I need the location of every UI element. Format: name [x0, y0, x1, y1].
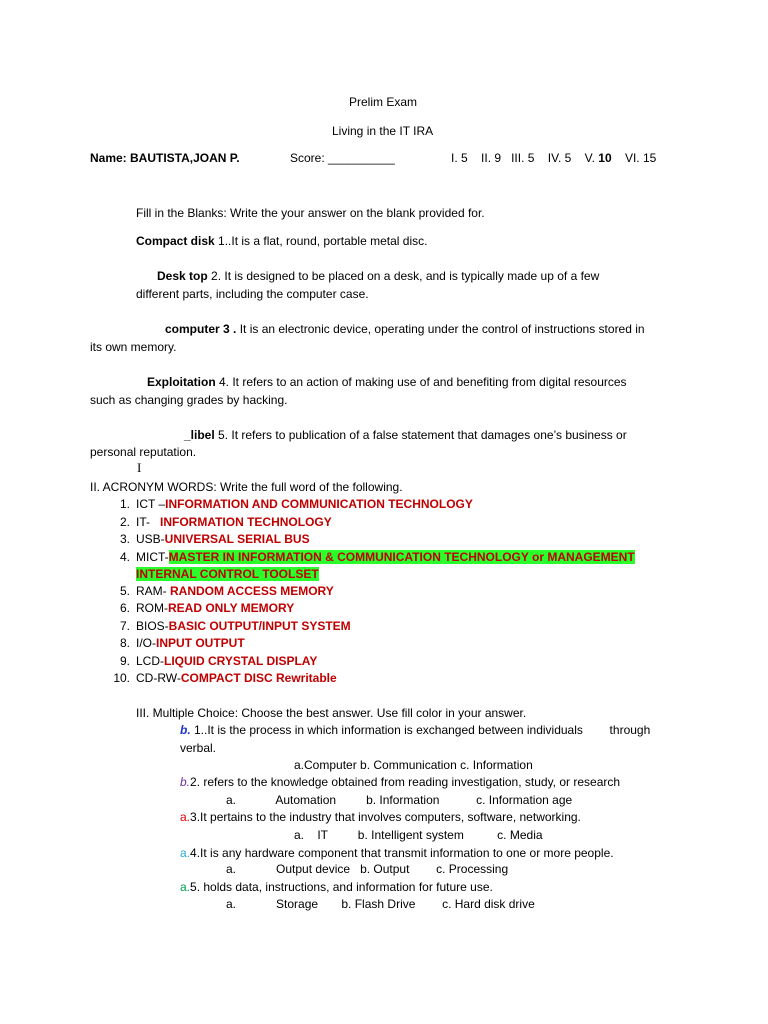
multiple-choice-heading: III. Multiple Choice: Choose the best answer. Use fill color in your answer. — [136, 706, 527, 720]
fill-blank-question: 2. It is designed to be placed on a desk, and is typically made up of a few — [207, 269, 600, 283]
acronym-answer-cont — [136, 566, 319, 582]
mc-answer: a. — [180, 810, 191, 824]
fill-blank-question: 1..It is a flat, round, portable metal disc. — [214, 234, 428, 248]
mc-question — [180, 879, 493, 895]
fill-blank-item — [136, 233, 427, 249]
mc-answer: a. — [180, 880, 191, 894]
fill-blank-item — [147, 374, 627, 390]
acronym-item — [108, 600, 294, 616]
mc-options: a. Automation b. Information c. Information age — [226, 793, 573, 807]
mc-options: a. Output device b. Output c. Processing — [226, 862, 509, 876]
fill-blank-question: It is an electronic device, operating under the control of instructions stored in — [236, 322, 645, 336]
fill-blanks-instruction-label: Fill in the Blanks: — [136, 206, 227, 220]
mc-options: a. IT b. Intelligent system c. Media — [294, 828, 543, 842]
acronym-term: BIOS- — [136, 619, 169, 633]
mc-question — [180, 809, 581, 825]
mc-options: a. Storage b. Flash Drive c. Hard disk drive — [226, 897, 535, 911]
list-number: 10. — [113, 671, 130, 685]
fill-blanks-instruction-text: Write the your answer on the blank provided for. — [226, 206, 485, 220]
student-name: Name: BAUTISTA,JOAN P. — [90, 151, 240, 165]
acronym-term: IT- — [136, 515, 160, 529]
acronym-answer: READ ONLY MEMORY — [168, 601, 295, 615]
acronym-answer: COMPACT DISC Rewritable — [180, 671, 337, 685]
mc-question-text: 5. holds data, instructions, and information for future use. — [190, 880, 493, 894]
exam-title: Prelim Exam — [349, 95, 418, 109]
score-part-1: I. 5 — [451, 151, 468, 165]
acronym-term: LCD- — [136, 654, 165, 668]
acronym-answer: INPUT OUTPUT — [156, 636, 245, 650]
acronym-item — [108, 635, 245, 651]
list-number: 6. — [119, 601, 130, 615]
mc-answer: a. — [180, 846, 191, 860]
list-number: 7. — [119, 619, 130, 633]
mc-question — [180, 845, 614, 861]
fill-blank-answer: computer 3 . — [165, 322, 237, 336]
mc-question-text: 1..It is the process in which information is exchanged between individuals through — [190, 723, 651, 737]
mc-answer: b. — [180, 775, 191, 789]
acronym-answer: UNIVERSAL SERIAL BUS — [164, 532, 310, 546]
fill-blank-question-cont: personal reputation. — [90, 445, 197, 459]
acronym-term: RAM- — [136, 584, 170, 598]
score-part-4: IV. 5 — [547, 151, 572, 165]
acronym-item — [108, 618, 351, 634]
list-number: 8. — [119, 636, 130, 650]
mc-answer: b. — [180, 723, 191, 737]
mc-question — [180, 774, 620, 790]
acronym-item — [108, 514, 332, 530]
fill-blank-answer: Desk top — [157, 269, 208, 283]
score-part-5-value: 10 — [598, 151, 612, 165]
mc-options: a.Computer b. Communication c. Information — [294, 758, 533, 772]
acronym-answer-highlighted: MASTER IN INFORMATION & COMMUNICATION TECHNOLOGY or MANAGEMENT — [168, 550, 635, 564]
fill-blanks-instruction — [136, 205, 485, 221]
acronym-term: I/O- — [136, 636, 156, 650]
fill-blank-question: 5. It refers to publication of a false statement that damages one’s business or — [214, 428, 627, 442]
list-number: 3. — [119, 532, 130, 546]
list-number: 9. — [119, 654, 130, 668]
acronym-answer: INFORMATION TECHNOLOGY — [160, 515, 332, 529]
fill-blank-answer: Compact disk — [136, 234, 215, 248]
mc-question-text: 3.It pertains to the industry that involves computers, software, networking. — [190, 810, 581, 824]
score-label: Score: __________ — [290, 151, 395, 165]
score-part-6: VI. 15 — [624, 151, 657, 165]
acronym-term: USB- — [136, 532, 165, 546]
acronym-answer: INFORMATION AND COMMUNICATION TECHNOLOGY — [165, 497, 473, 511]
acronym-item — [108, 583, 334, 599]
acronym-heading: II. ACRONYM WORDS: Write the full word of the following. — [90, 480, 403, 494]
acronym-term: ROM- — [136, 601, 168, 615]
score-part-3: III. 5 — [511, 151, 535, 165]
fill-blank-question-cont: its own memory. — [90, 340, 177, 354]
fill-blank-item — [165, 321, 645, 337]
score-breakdown — [451, 150, 656, 166]
mc-question-text: 2. refers to the knowledge obtained from reading investigation, study, or research — [190, 775, 621, 789]
acronym-term: ICT – — [136, 497, 166, 511]
acronym-item — [108, 670, 337, 686]
exam-subtitle: Living in the IT IRA — [332, 124, 434, 138]
fill-blank-item — [157, 268, 599, 284]
fill-blank-question: 4. It refers to an action of making use of and benefiting from digital resources — [215, 375, 627, 389]
mc-question-text: 4.It is any hardware component that transmit information to one or more people. — [190, 846, 614, 860]
score-part-5: V. — [584, 151, 595, 165]
fill-blank-question-cont: such as changing grades by hacking. — [90, 393, 288, 407]
list-number: 2. — [119, 515, 130, 529]
text-cursor-glyph: I — [137, 460, 142, 475]
list-number: 1. — [119, 497, 130, 511]
mc-question — [180, 722, 650, 738]
score-part-2: II. 9 — [481, 151, 502, 165]
fill-blank-question-cont: different parts, including the computer case. — [136, 287, 369, 301]
acronym-item — [108, 549, 635, 565]
acronym-term: MICT- — [136, 550, 169, 564]
fill-blank-answer: Exploitation — [147, 375, 216, 389]
fill-blank-answer: _libel — [184, 428, 215, 442]
acronym-item — [108, 496, 473, 512]
fill-blank-item — [184, 427, 627, 443]
acronym-answer: LIQUID CRYSTAL DISPLAY — [164, 654, 318, 668]
acronym-answer-highlighted: INTERNAL CONTROL TOOLSET — [136, 567, 319, 581]
list-number: 4. — [119, 550, 130, 564]
acronym-item — [108, 531, 310, 547]
acronym-item — [108, 653, 317, 669]
mc-question-cont: verbal. — [180, 741, 217, 755]
acronym-term: CD-RW- — [136, 671, 181, 685]
acronym-answer: BASIC OUTPUT/INPUT SYSTEM — [168, 619, 351, 633]
acronym-answer: RANDOM ACCESS MEMORY — [170, 584, 334, 598]
list-number: 5. — [119, 584, 130, 598]
